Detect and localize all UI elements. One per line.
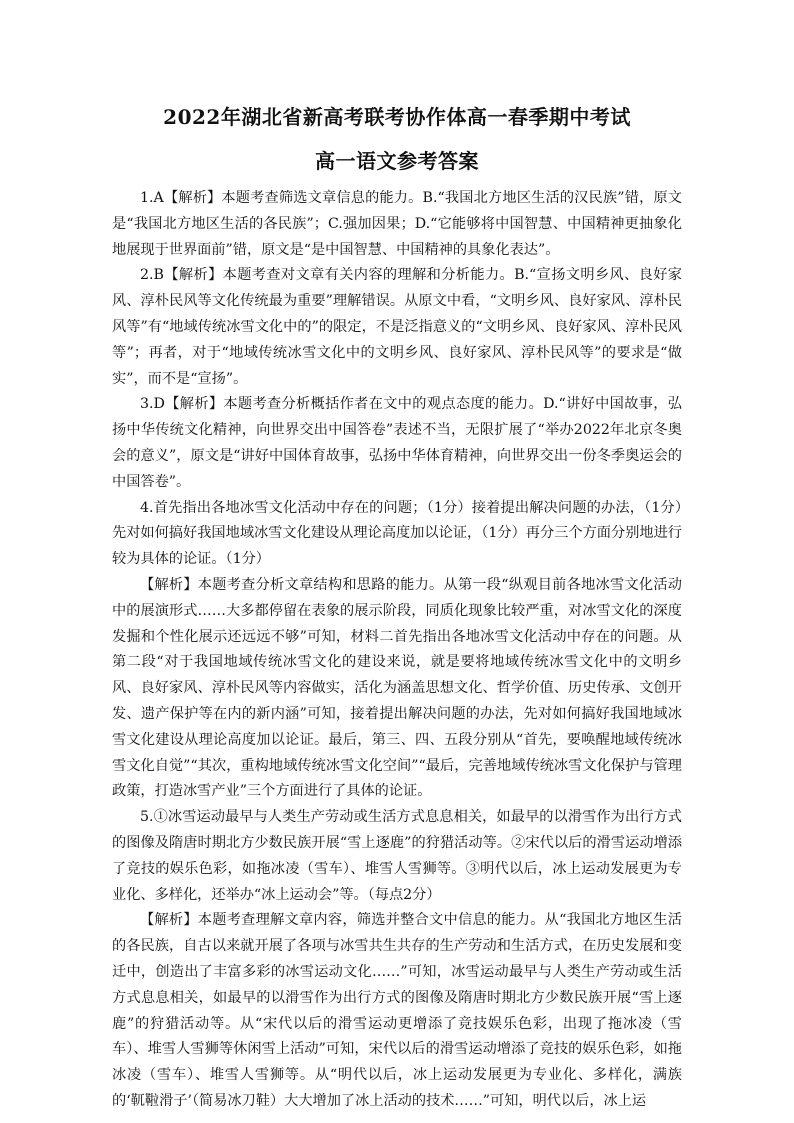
answer-4-analysis: 【解析】本题考查分析文章结构和思路的能力。从第一段“纵观目前各地冰雪文化活动中的展演形式……大多都停留在表象的展示阶段，同质化现象比较严重，对冰雪文化的深度发掘和个性化展示还远远不够”可知，材料二首先指出各地冰雪文化活动中存在的问题。从第二段“对于我国地域传统冰雪文化的建设来说，就是要将地域传统冰雪文化中的文明乡风、良好家风、淳朴民风等内容做实，活化为涵盖思想文化、哲学价值、历史传承、文创开发、遗产保护等在内的新内涵”可知，接着提出解决问题的办法，先对如何搞好我国地域冰雪文化建设从理论高度加以论证。最后，第三、四、五段分别从“首先，要唤醒地域传统冰雪文化自觉”“其次，重构地域传统冰雪文化空间”“最后，完善地域传统冰雪文化保护与管理政策，打造冰雪产业”三个方面进行了具体的论证。 [112, 576, 682, 800]
document-subtitle: 高一语文参考答案 [315, 149, 479, 173]
answer-3: 3.D【解析】本题考查分析概括作者在文中的观点态度的能力。D.“讲好中国故事，弘扬中华传统文化精神，向世界交出中国答卷”表述不当，无限扩展了“举办2022年北京冬奥会的意义”，原文是“讲好中国体育故事，弘扬中华体育精神，向世界交出一份冬季奥运会的中国答卷”。 [112, 396, 682, 490]
answer-5: 5.①冰雪运动最早与人类生产劳动或生活方式息息相关，如最早的以滑雪作为出行方式的图像及隋唐时期北方少数民族开展“雪上逐鹿”的狩猎活动等。②宋代以后的滑雪运动增添了竞技的娱乐色彩，如拖冰凌（雪车）、堆雪人雪狮等。③明代以后，冰上运动发展更为专业化、多样化，还举办“冰上运动会”等。（每点2分） [112, 809, 682, 903]
answer-2: 2.B【解析】本题考查对文章有关内容的理解和分析能力。B.“宣扬文明乡风、良好家风、淳朴民风等文化传统最为重要”理解错误。从原文中看，“文明乡风、良好家风、淳朴民风等”有“地域传统冰雪文化中的”的限定，不是泛指意义的“文明乡风、良好家风、淳朴民风等”；再者，对于“地域传统冰雪文化中的文明乡风、良好家风、淳朴民风等”的要求是“做实”，而不是“宣扬”。 [112, 267, 682, 387]
answer-5-analysis: 【解析】本题考查理解文章内容，筛选并整合文中信息的能力。从“我国北方地区生活的各民族，自古以来就开展了各项与冰雪共生共存的生产劳动和生活方式，在历史发展和变迁中，创造出了丰富多彩的冰雪运动文化……”可知，冰雪运动最早与人类生产劳动或生活方式息息相关，如最早的以滑雪作为出行方式的图像及隋唐时期北方少数民族开展“雪上逐鹿”的狩猎活动等。从“宋代以后的滑雪运动更增添了竞技娱乐色彩，出现了拖冰凌（雪车）、堆雪人雪狮等休闲雪上活动”可知，宋代以后的滑雪运动增添了竞技的娱乐色彩，如拖冰凌（雪车）、堆雪人雪狮等。从“明代以后，冰上运动发展更为专业化、多样化，满族的‘靰鞡滑子’（简易冰刀鞋）大大增加了冰上活动的技术……”可知，明代以后，冰上运 [112, 912, 682, 1109]
answer-4: 4.首先指出各地冰雪文化活动中存在的问题；（1分）接着提出解决问题的办法，（1分）先对如何搞好我国地域冰雪文化建设从理论高度加以论证，（1分）再分三个方面分别地进行较为具体的论证。（1分） [112, 499, 682, 568]
document-title: 2022年湖北省新高考联考协作体高一春季期中考试 [163, 105, 631, 129]
answer-content [112, 186, 682, 1115]
answer-1: 1.A【解析】本题考查筛选文章信息的能力。B.“我国北方地区生活的汉民族”错，原文是“我国北方地区生活的各民族”；C.强加因果；D.“它能够将中国智慧、中国精神更抽象化地展现于世界面前”错，原文是“是中国智慧、中国精神的具象化表达”。 [112, 190, 682, 258]
